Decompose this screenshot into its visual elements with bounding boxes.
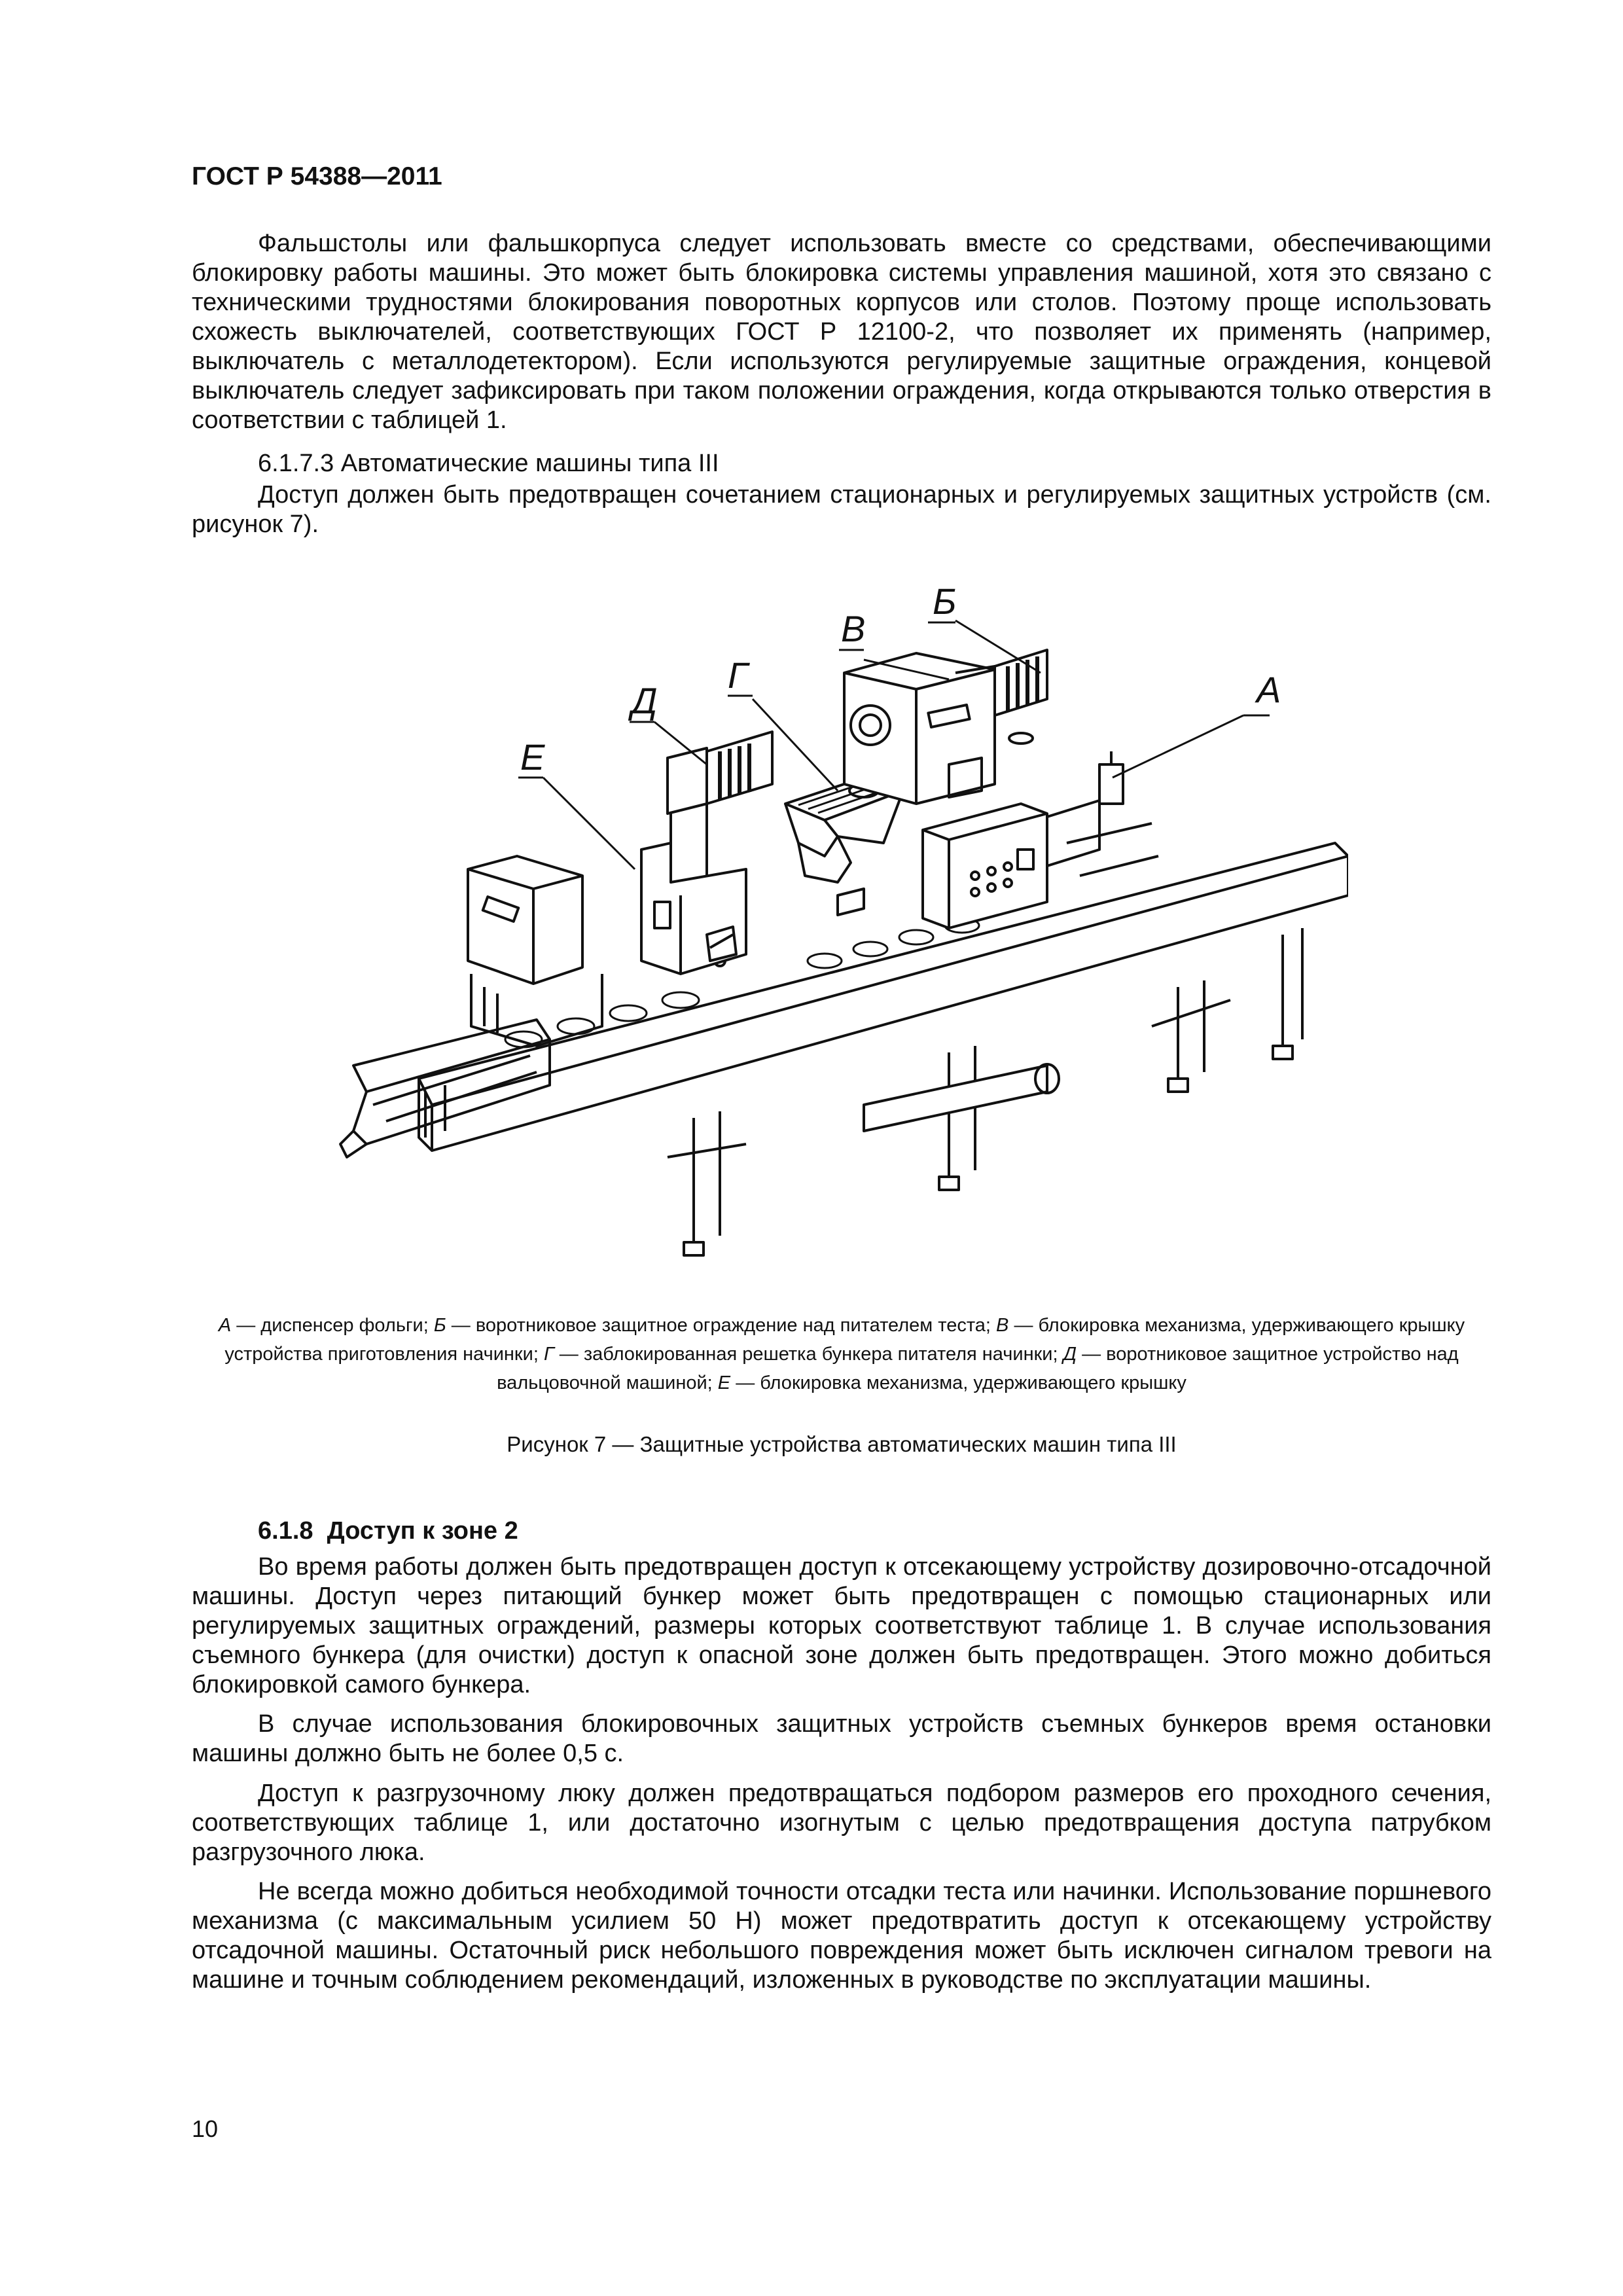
subsection-heading [258,449,719,478]
page-number: 10 [192,2115,219,2142]
legend-key-e: Е [717,1372,731,1393]
unit-g-hopper [785,778,903,915]
section-paragraph-1: Во время работы должен быть предотвращен доступ к отсекающему устройству дозировочно-отсадочной машины. Доступ через питающий бункер может быть предотвращен с помощью стационарных или регулируемых защитных ограждений, размеры которых соответствуют таблице 1. В случае использования съемного бункера (для очистки) доступ к опасной зоне должен быть предотвращен. Этого можно добиться блокировкой самого бункера. [192,1553,1491,1698]
label-e: Е [520,736,545,778]
label-a: А [1257,669,1281,710]
figure-title: Рисунок 7 — Защитные устройства автоматических машин типа III [507,1432,1177,1456]
section-paragraph-3: Доступ к разгрузочному люку должен предотвращаться подбором размеров его проходного сечения, соответствующих таблице 1, или достаточно изогнутым с целью предотвращения доступа патрубком разгрузочного люка. [192,1780,1491,1866]
unit-a-dispenser [1047,751,1158,876]
subsection-number: 6.1.7.3 [258,450,334,477]
figure-legend [192,1311,1491,1397]
document-header: ГОСТ Р 54388—2011 [192,162,442,190]
legend-text-d: — воротниковое защитное устройство над вальцовочной машиной; [497,1344,1459,1393]
legend-text-b: — воротниковое защитное ограждение над питателем теста; [446,1315,997,1336]
subsection-title: Автоматические машины типа III [340,450,719,477]
legend-key-b: Б [433,1315,446,1336]
subsection-text: Доступ должен быть предотвращен сочетанием стационарных и регулируемых защитных устройств (см. рисунок 7). [192,481,1491,538]
unit-v-cabinet [844,653,995,804]
intro-paragraph: Фальшстолы или фальшкорпуса следует использовать вместе со средствами, обеспечивающими блокировку работы машины. Это может быть блокировка системы управления машиной, хотя это связано с техническими трудностями блокирования поворотных корпусов или столов. Поэтому проще использовать схожесть выключателей, соответствующих ГОСТ Р 12100-2, что позволяет их применять (например, выключатель с металлодетектором). Если используются регулируемые защитные ограждения, концевой выключатель следует зафиксировать при таком положении ограждения, когда открываются только отверстия в соответствии с таблицей 1. [192,230,1491,434]
legend-key-v: В [996,1315,1009,1336]
section-heading [258,1517,518,1545]
section-paragraph-2: В случае использования блокировочных защитных устройств съемных бункеров время остановки машины должно быть не более 0,5 с. [192,1710,1491,1767]
label-b: Б [933,581,957,622]
legend-text-a: — диспенсер фольги; [231,1315,434,1336]
label-d: Д [632,680,658,721]
legend-key-g: Г [543,1344,554,1365]
control-cabinet [923,804,1047,928]
section-number: 6.1.8 [258,1517,313,1545]
legend-text-g: — заблокированная решетка бункера питателя начинки; [554,1344,1063,1365]
label-v: В [841,608,866,649]
section-paragraph-4: Не всегда можно добиться необходимой точности отсадки теста или начинки. Использование поршневого механизма (с максимальным усилием 50 Н) может предотвратить доступ к отсекающему устройству отсадочной машины. Остаточный риск небольшого повреждения может быть исключен сигналом тревоги на машине и точным соблюдением рекомендаций, изложенных в руководстве по эксплуатации машины. [192,1878,1491,1994]
legend-key-d: Д [1063,1344,1077,1365]
legend-text-e: — блокировка механизма, удерживающего крышку [730,1372,1186,1393]
section-title: Доступ к зоне 2 [327,1517,518,1545]
machine-figure [327,568,1348,1295]
legend-key-a: А [218,1315,232,1336]
label-g: Г [728,655,748,696]
unit-d-column [641,732,772,974]
legend-text-v: — блокировка механизма, удерживающего крышку устройства приготовления начинки; [224,1315,1465,1365]
